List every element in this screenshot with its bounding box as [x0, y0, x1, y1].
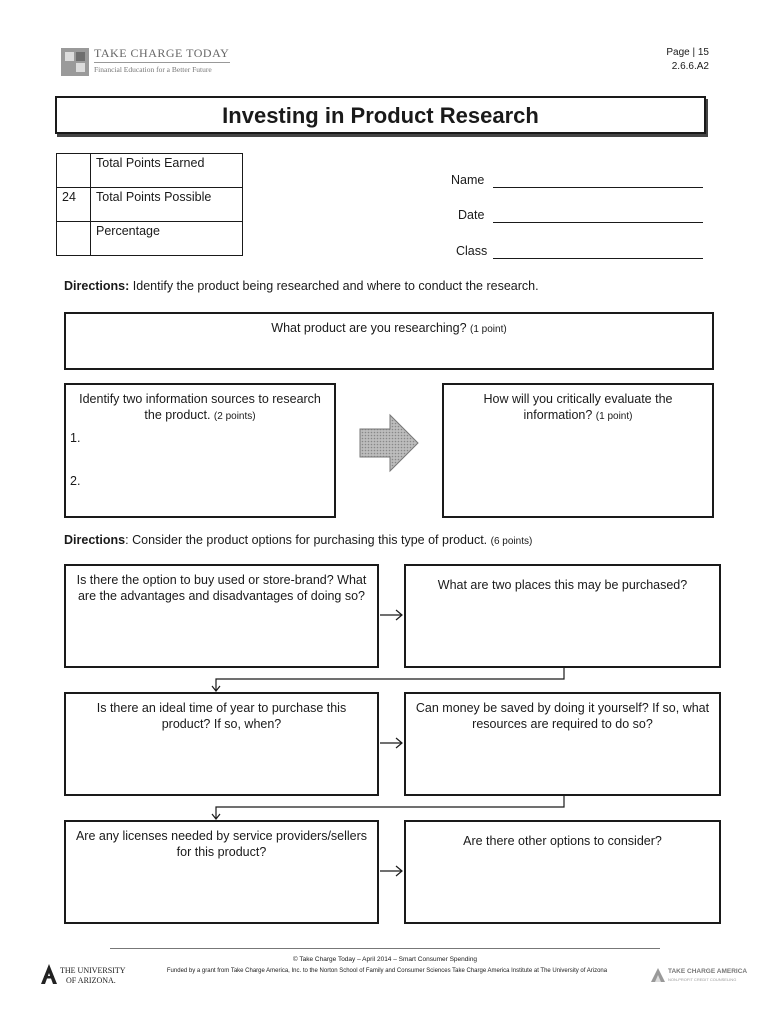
points-possible-value: 24	[57, 188, 91, 222]
arrow-right-icon	[379, 608, 405, 622]
other-options-question: Are there other options to consider?	[463, 834, 662, 848]
sources-box[interactable]	[64, 383, 336, 518]
source-item-1: 1.	[70, 431, 81, 445]
points-possible-label: Total Points Possible	[91, 188, 243, 222]
class-label: Class	[456, 244, 488, 258]
date-label: Date	[458, 208, 485, 222]
logo-title: TAKE CHARGE TODAY	[94, 46, 230, 60]
licenses-question: Are any licenses needed by service providers/sellers for this product?	[75, 829, 368, 859]
university-of-arizona-logo	[40, 962, 126, 988]
table-row	[57, 188, 243, 222]
arrow-right-icon	[379, 864, 405, 878]
purchase-places-box[interactable]	[404, 564, 721, 668]
diy-question: Can money be saved by doing it yourself? If so, what resources are required to do so?	[415, 701, 710, 731]
table-row	[57, 154, 243, 188]
directions-2-label: Directions	[64, 533, 126, 547]
page-number: Page | 15	[666, 47, 709, 58]
sources-question: Identify two information sources to research the product. (2 points)	[79, 392, 321, 422]
connector-arrow-2	[210, 795, 570, 821]
page-title: Investing in Product Research	[222, 103, 539, 128]
diy-box[interactable]	[404, 692, 721, 796]
class-field[interactable]	[493, 258, 703, 259]
title-box	[55, 96, 706, 134]
logo-rule	[94, 62, 230, 63]
other-options-box[interactable]	[404, 820, 721, 924]
ua-line-2: OF ARIZONA.	[66, 976, 116, 985]
logo-subtitle: Financial Education for a Better Future	[94, 65, 212, 74]
source-item-2: 2.	[70, 474, 81, 488]
directions-1-text: Identify the product being researched and where to conduct the research.	[129, 279, 539, 293]
take-charge-today-logo	[60, 46, 230, 78]
score-table	[56, 153, 243, 256]
used-option-question: Is there the option to buy used or store-brand? What are the advantages and disadvantages of doing so?	[76, 573, 367, 603]
arrow-right-icon	[358, 413, 420, 473]
points-earned-value[interactable]	[57, 154, 91, 188]
percentage-label: Percentage	[91, 222, 243, 256]
name-label: Name	[451, 173, 485, 187]
evaluate-box[interactable]	[442, 383, 714, 518]
ideal-time-question: Is there an ideal time of year to purchase this product? If so, when?	[96, 701, 347, 731]
take-charge-america-logo	[650, 966, 748, 986]
product-question: What product are you researching? (1 point)	[271, 321, 507, 335]
arizona-a-icon	[40, 963, 58, 985]
arrow-right-icon	[379, 736, 405, 750]
directions-1	[64, 279, 539, 293]
connector-arrow-1	[210, 667, 570, 693]
name-field[interactable]	[493, 187, 703, 188]
purchase-places-question: What are two places this may be purchased?	[437, 578, 688, 592]
footer-rule	[110, 948, 660, 949]
tca-logo-text: TAKE CHARGE AMERICA	[668, 968, 748, 975]
product-box[interactable]	[64, 312, 714, 370]
ideal-time-box[interactable]	[64, 692, 379, 796]
page-code: 2.6.6.A2	[671, 61, 709, 72]
directions-2-points: (6 points)	[490, 536, 533, 547]
directions-2	[64, 533, 532, 547]
tca-mark-icon	[650, 967, 666, 983]
table-row	[57, 222, 243, 256]
footer-copyright: © Take Charge Today – April 2014 – Smart Consumer Spending	[292, 956, 478, 963]
percentage-value[interactable]	[57, 222, 91, 256]
evaluate-points: (1 point)	[595, 411, 633, 422]
ua-line-1: THE UNIVERSITY	[60, 966, 126, 975]
footer-funding: Funded by a grant from Take Charge America, Inc. to the Norton School of Family and Consumer Sciences Take Charge America Institute at The University of Arizona	[166, 968, 608, 974]
evaluate-question: How will you critically evaluate the information? (1 point)	[483, 392, 673, 422]
date-field[interactable]	[493, 222, 703, 223]
product-points: (1 point)	[470, 324, 507, 335]
tca-logo-sub: NON-PROFIT CREDIT COUNSELING	[668, 977, 737, 982]
used-option-box[interactable]	[64, 564, 379, 668]
directions-2-text: : Consider the product options for purchasing this type of product.	[125, 533, 488, 547]
sources-points: (2 points)	[213, 411, 256, 422]
logo-mark-icon	[60, 47, 90, 77]
points-earned-label: Total Points Earned	[91, 154, 243, 188]
licenses-box[interactable]	[64, 820, 379, 924]
directions-1-label: Directions:	[64, 279, 130, 293]
